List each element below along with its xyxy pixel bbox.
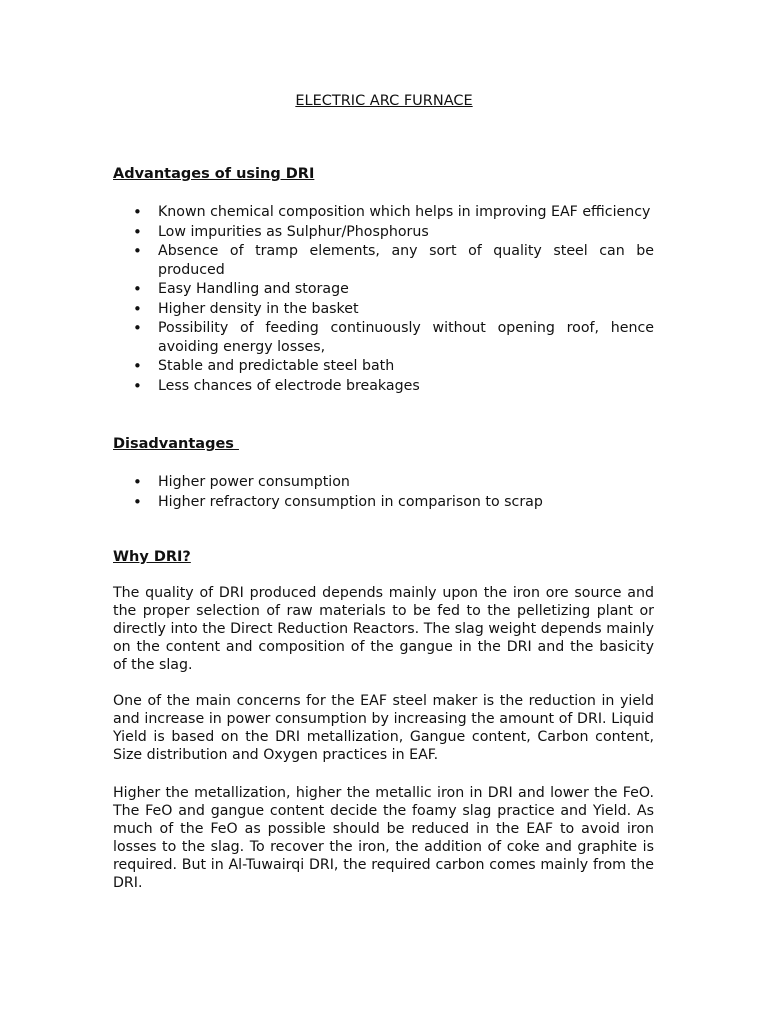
disadvantages-heading: Disadvantages bbox=[113, 436, 239, 452]
list-item: • Higher power consumption bbox=[113, 473, 654, 491]
list-item: • Higher density in the basket bbox=[113, 300, 654, 318]
body-paragraph: Higher the metallization, higher the metallic iron in DRI and lower the FeO. The FeO and gangue content decide the foamy slag practice and Yield. As much of the FeO as possible should be reduced in the EAF to avoid iron losses to the slag. To recover the iron, the addition of coke and graphite is required. But in Al-Tuwairqi DRI, the required carbon comes mainly from the DRI. bbox=[113, 785, 654, 892]
advantages-heading: Advantages of using DRI bbox=[113, 166, 315, 182]
document-title: ELECTRIC ARC FURNACE bbox=[295, 93, 473, 109]
list-item: • Possibility of feeding continuously without opening roof, hence avoiding energy losses, bbox=[113, 319, 654, 356]
advantages-list bbox=[113, 203, 654, 397]
list-item: • Known chemical composition which helps in improving EAF efficiency bbox=[113, 203, 654, 221]
list-item: • Less chances of electrode breakages bbox=[113, 377, 654, 395]
list-item: • Stable and predictable steel bath bbox=[113, 357, 654, 375]
list-item: • Higher refractory consumption in comparison to scrap bbox=[113, 493, 654, 511]
disadvantages-list bbox=[113, 473, 654, 512]
list-item: • Easy Handling and storage bbox=[113, 280, 654, 298]
body-paragraph: The quality of DRI produced depends mainly upon the iron ore source and the proper selection of raw materials to be fed to the pelletizing plant or directly into the Direct Reduction Reactors. The slag weight depends mainly on the content and composition of the gangue in the DRI and the basicity of the slag. bbox=[113, 585, 654, 674]
body-paragraph: One of the main concerns for the EAF steel maker is the reduction in yield and increase in power consumption by increasing the amount of DRI. Liquid Yield is based on the DRI metallization, Gangue content, Carbon content, Size distribution and Oxygen practices in EAF. bbox=[113, 693, 654, 764]
list-item: • Absence of tramp elements, any sort of quality steel can be produced bbox=[113, 242, 654, 279]
why-dri-heading: Why DRI? bbox=[113, 549, 191, 565]
list-item: • Low impurities as Sulphur/Phosphorus bbox=[113, 223, 654, 241]
